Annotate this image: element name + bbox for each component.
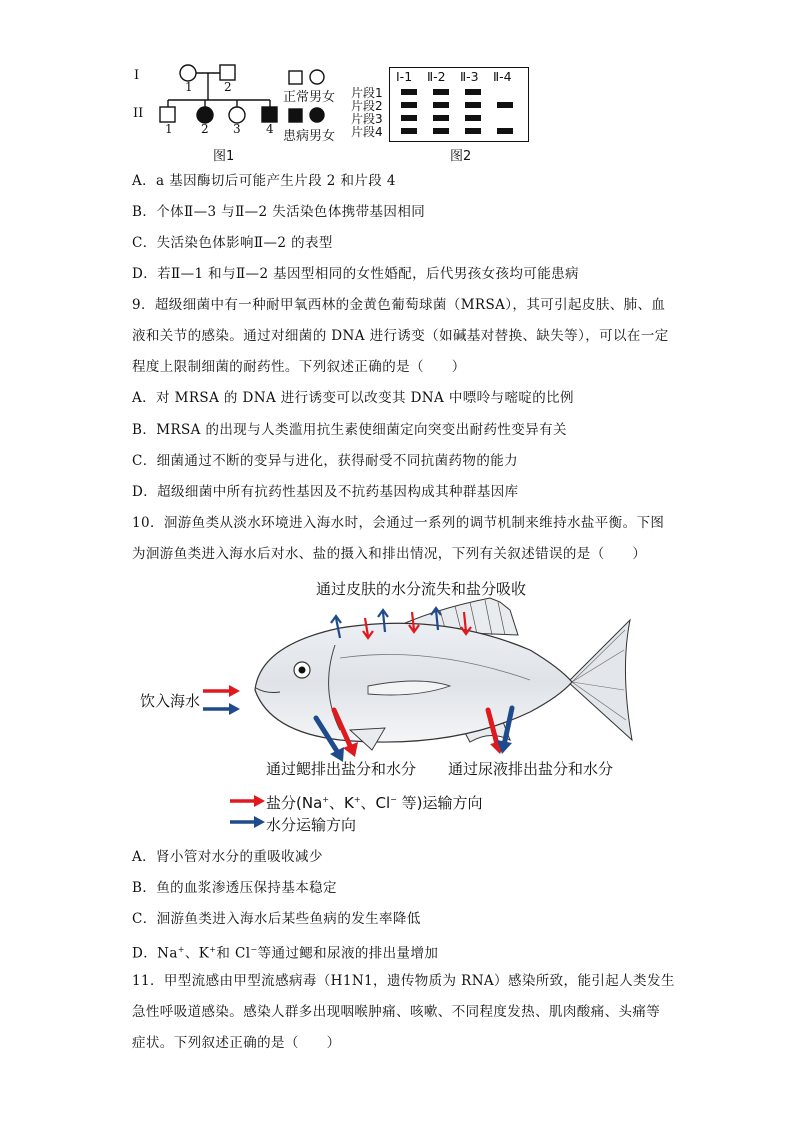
fig1-caption: 图1: [213, 149, 235, 164]
q8-option-d: D．若Ⅱ—1 和与Ⅱ—2 基因型相同的女性婚配，后代男孩女孩均可能患病: [132, 266, 579, 282]
fig2-caption: 图2: [450, 149, 472, 164]
urine-caption: 通过尿液排出盐分和水分: [448, 760, 614, 778]
band: [433, 89, 449, 95]
drink-caption: 饮入海水: [140, 692, 201, 710]
gill-caption: 通过鳃排出盐分和水分: [266, 760, 417, 778]
q9-stem-line2: 液和关节的感染。通过对细菌的 DNA 进行诱变（如碱基对替换、缺失等），可以在一定: [132, 328, 669, 344]
col-II4: Ⅱ-4: [493, 69, 512, 84]
row-frag3: 片段3: [351, 112, 383, 126]
band: [465, 89, 481, 95]
q9-stem-line3: 程度上限制细菌的耐药性。下列叙述正确的是（ ）: [132, 359, 466, 375]
II2-female-affected: [197, 107, 213, 123]
skin-caption: 通过皮肤的水分流失和盐分吸收: [316, 580, 527, 598]
col-II2: Ⅱ-2: [427, 69, 446, 84]
legend-arrows: [230, 795, 266, 829]
II3-female-normal: [229, 107, 245, 123]
legend-female-normal: [310, 70, 324, 84]
q9-option-b: B．MRSA 的出现与人类滥用抗生素使细菌定向突变出耐药性变异有关: [132, 422, 567, 438]
band: [497, 102, 513, 108]
II4-male-affected: [262, 107, 277, 122]
legend-normal-label: 正常男女: [283, 90, 336, 105]
q8-option-c: C．失活染色体影响Ⅱ—2 的表型: [132, 235, 333, 251]
band: [465, 115, 481, 121]
q11-stem-line1: 11．甲型流感由甲型流感病毒（H1N1，遗传物质为 RNA）感染所致，能引起人类发生: [132, 973, 675, 989]
I2-male-normal: [220, 65, 235, 80]
q10-option-d: D．Na+、K+和 Cl−等通过鳃和尿液的排出量增加: [132, 945, 439, 962]
legend-salt-label: 盐分(Na+、K+、Cl− 等)运输方向: [266, 794, 483, 812]
q10-stem-line1: 10．洄游鱼类从淡水环境进入海水时，会通过一系列的调节机制来维持水盐平衡。下图: [132, 515, 665, 531]
band: [401, 128, 417, 134]
I1-female-normal: [180, 65, 196, 81]
q9-option-d: D．超级细菌中所有抗药性基因及不抗药基因构成其种群基因库: [132, 484, 519, 500]
band: [433, 115, 449, 121]
drink-arrows: [203, 683, 243, 717]
band: [465, 102, 481, 108]
legend-male-normal: [289, 71, 302, 84]
gel-bands: [389, 67, 529, 142]
band: [465, 128, 481, 134]
q10-stem-line2: 为洄游鱼类进入海水后对水、盐的摄入和排出情况，下列有关叙述错误的是（ ）: [132, 546, 647, 562]
q9-option-a: A．对 MRSA 的 DNA 进行诱变可以改变其 DNA 中嘌呤与嘧啶的比例: [132, 390, 574, 406]
col-II3: Ⅱ-3: [460, 69, 479, 84]
band: [401, 102, 417, 108]
num-II4: 4: [266, 122, 274, 136]
num-I2: 2: [224, 80, 232, 94]
num-I1: 1: [185, 80, 193, 94]
row-frag1: 片段1: [351, 86, 383, 100]
gen-II-label: II: [133, 106, 144, 121]
row-frag4: 片段4: [351, 125, 383, 139]
num-II2: 2: [201, 122, 209, 136]
band: [433, 128, 449, 134]
q10-option-c: C．洄游鱼类进入海水后某些鱼病的发生率降低: [132, 911, 421, 927]
q10-option-a: A．肾小管对水分的重吸收减少: [132, 849, 323, 865]
row-frag2: 片段2: [351, 99, 383, 113]
q11-stem-line3: 症状。下列叙述正确的是（ ）: [132, 1035, 341, 1051]
band: [401, 115, 417, 121]
num-II3: 3: [233, 122, 241, 136]
II1-male-normal: [160, 107, 175, 122]
num-II1: 1: [165, 122, 173, 136]
band: [497, 128, 513, 134]
legend-female-affected: [310, 108, 324, 122]
col-I1: Ⅰ-1: [396, 69, 413, 84]
q11-stem-line2: 急性呼吸道感染。感染人群多出现咽喉肿痛、咳嗽、不同程度发热、肌肉酸痛、头痛等: [132, 1004, 661, 1020]
legend-male-affected: [289, 109, 302, 122]
q9-stem-line1: 9．超级细菌中有一种耐甲氧西林的金黄色葡萄球菌（MRSA），其可引起皮肤、肺、血: [132, 297, 666, 313]
pedigree-diagram: [128, 60, 368, 165]
q8-option-a: A．a 基因酶切后可能产生片段 2 和片段 4: [132, 173, 396, 189]
q8-option-b: B．个体Ⅱ—3 与Ⅱ—2 失活染色体携带基因相同: [132, 204, 426, 220]
gen-I-label: I: [134, 68, 140, 83]
q10-option-b: B．鱼的血浆渗透压保持基本稳定: [132, 880, 337, 896]
q9-option-c: C．细菌通过不断的变异与进化，获得耐受不同抗菌药物的能力: [132, 453, 519, 469]
band: [433, 102, 449, 108]
legend-water-label: 水分运输方向: [266, 816, 357, 834]
band: [401, 89, 417, 95]
legend-affected-label: 患病男女: [283, 129, 336, 144]
fish-illustration: [200, 590, 640, 770]
